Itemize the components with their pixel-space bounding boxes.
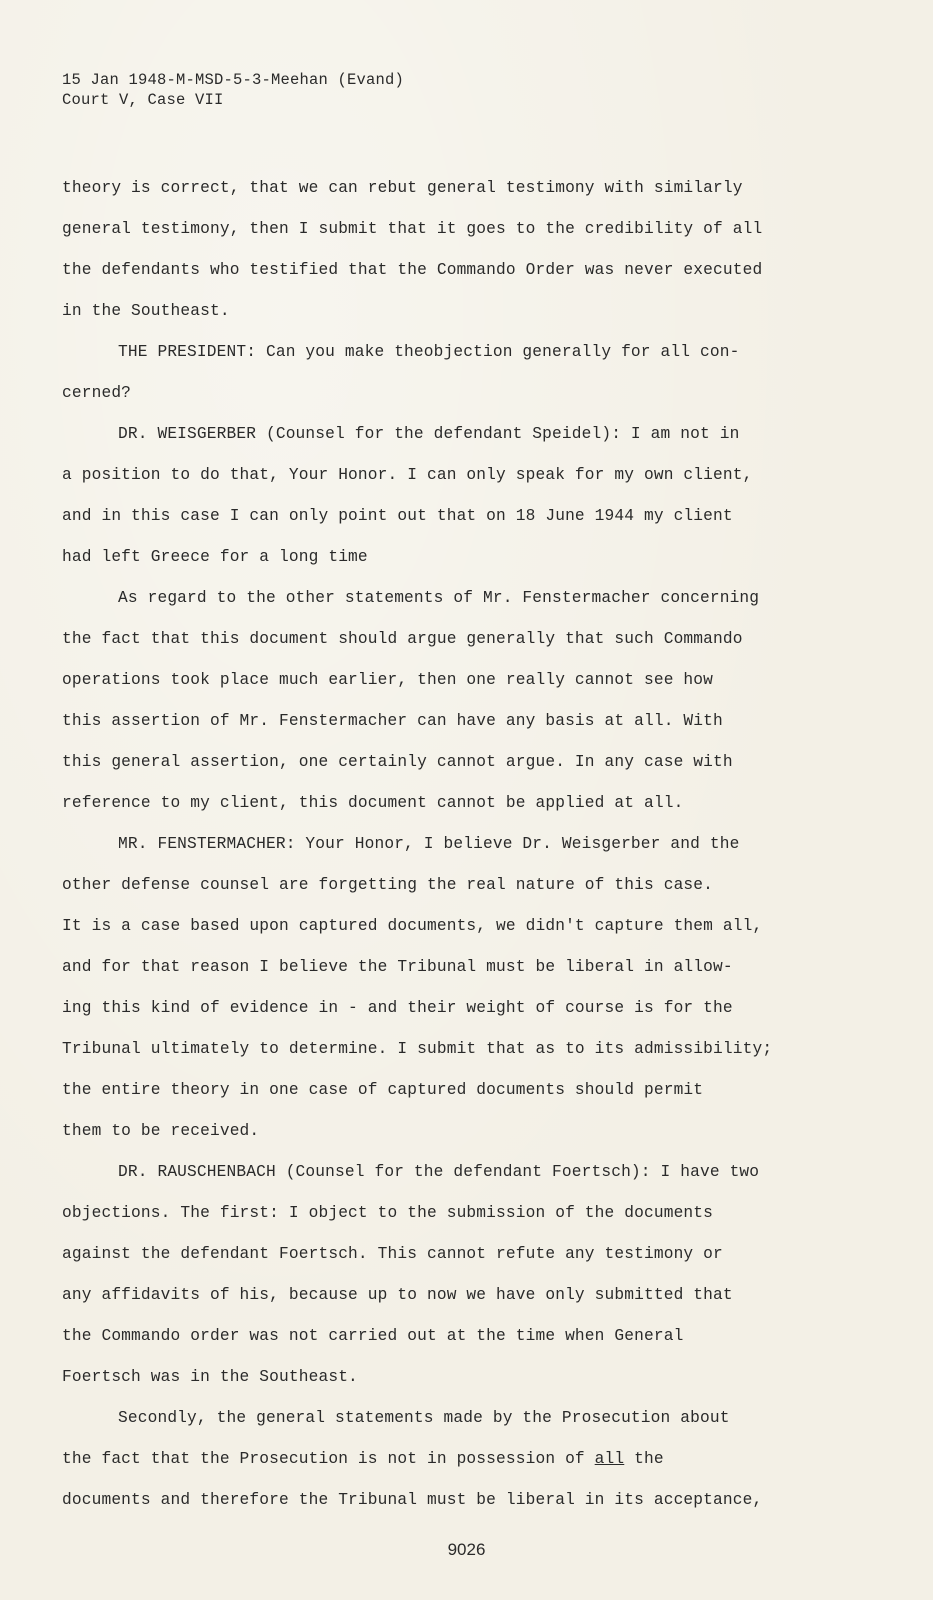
text-line: objections. The first: I object to the submission of the documents bbox=[62, 1204, 714, 1222]
text-line: the defendants who testified that the Commando Order was never executed bbox=[62, 261, 763, 279]
text-line: theory is correct, that we can rebut general testimony with similarly bbox=[62, 179, 743, 197]
underlined-word: all bbox=[594, 1450, 625, 1468]
text-line: them to be received. bbox=[62, 1122, 260, 1140]
text-line: Foertsch was in the Southeast. bbox=[62, 1368, 358, 1386]
text-line: general testimony, then I submit that it goes to the credibility of all bbox=[62, 220, 763, 238]
text-line: this assertion of Mr. Fenstermacher can have any basis at all. With bbox=[62, 712, 723, 730]
text-line: operations took place much earlier, then one really cannot see how bbox=[62, 671, 714, 689]
paragraph-start-line: Secondly, the general statements made by the Prosecution about bbox=[118, 1409, 730, 1427]
text-line-with-underline bbox=[62, 1439, 882, 1480]
page-number: 9026 bbox=[447, 1540, 486, 1559]
text-line: and in this case I can only point out that on 18 June 1944 my client bbox=[62, 507, 733, 525]
text-line: and for that reason I believe the Tribunal must be liberal in allow- bbox=[62, 958, 733, 976]
header-line-date-reference: 15 Jan 1948-M-MSD-5-3-Meehan (Evand) bbox=[62, 71, 405, 89]
text-line: this general assertion, one certainly cannot argue. In any case with bbox=[62, 753, 733, 771]
text-line: in the Southeast. bbox=[62, 302, 230, 320]
text-line: It is a case based upon captured documents, we didn't capture them all, bbox=[62, 917, 763, 935]
text-line: cerned? bbox=[62, 384, 132, 402]
text-line: the entire theory in one case of captured documents should permit bbox=[62, 1081, 704, 1099]
text-segment: the fact that the Prosecution is not in possession of bbox=[62, 1450, 595, 1468]
document-header bbox=[62, 70, 404, 110]
text-line: had left Greece for a long time bbox=[62, 548, 368, 566]
text-line: the fact that this document should argue generally that such Commando bbox=[62, 630, 743, 648]
speaker-line-weisgerber: DR. WEISGERBER (Counsel for the defendant Speidel): I am not in bbox=[118, 425, 740, 443]
paragraph-start-line: As regard to the other statements of Mr. Fenstermacher concerning bbox=[118, 589, 760, 607]
text-line: the Commando order was not carried out at the time when General bbox=[62, 1327, 684, 1345]
speaker-line-rauschenbach: DR. RAUSCHENBACH (Counsel for the defendant Foertsch): I have two bbox=[118, 1163, 760, 1181]
text-line: a position to do that, Your Honor. I can only speak for my own client, bbox=[62, 466, 753, 484]
transcript-body bbox=[62, 168, 882, 1521]
text-line: reference to my client, this document cannot be applied at all. bbox=[62, 794, 684, 812]
text-line: any affidavits of his, because up to now we have only submitted that bbox=[62, 1286, 733, 1304]
speaker-line-fenstermacher: MR. FENSTERMACHER: Your Honor, I believe Dr. Weisgerber and the bbox=[118, 835, 740, 853]
text-line: other defense counsel are forgetting the real nature of this case. bbox=[62, 876, 714, 894]
header-line-court-case: Court V, Case VII bbox=[62, 91, 224, 109]
text-line: ing this kind of evidence in - and their weight of course is for the bbox=[62, 999, 733, 1017]
text-line: documents and therefore the Tribunal must be liberal in its acceptance, bbox=[62, 1491, 763, 1509]
text-line: against the defendant Foertsch. This cannot refute any testimony or bbox=[62, 1245, 723, 1263]
text-line: Tribunal ultimately to determine. I submit that as to its admissibility; bbox=[62, 1040, 773, 1058]
speaker-line-president: THE PRESIDENT: Can you make theobjection generally for all con- bbox=[118, 343, 740, 361]
text-segment: the bbox=[624, 1450, 664, 1468]
